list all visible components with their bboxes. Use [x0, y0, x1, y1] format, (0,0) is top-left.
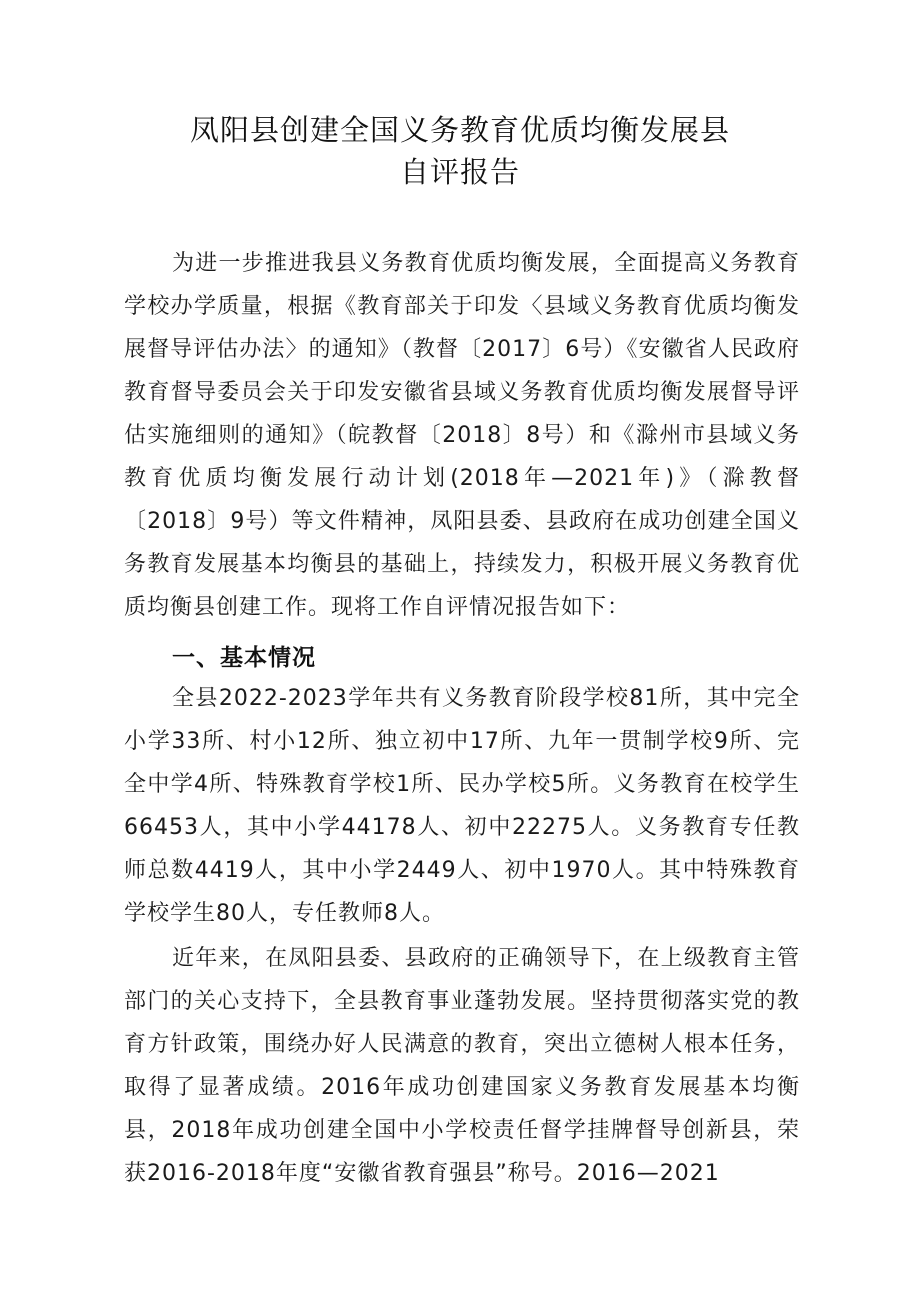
intro-paragraph: 为进一步推进我县义务教育优质均衡发展，全面提高义务教育学校办学质量，根据《教育部关于印发〈县域义务教育优质均衡发展督导评估办法〉的通知》（教督〔2017〕6号）《安徽省人民政府教育督导委员会关于印发安徽省县域义务教育优质均衡发展督导评估实施细则的通知》（皖教督〔2018〕8号）和《滁州市县域义务教育优质均衡发展行动计划(2018年—2021年)》（滁教督〔2018〕9号）等文件精神，凤阳县委、县政府在成功创建全国义务教育发展基本均衡县的基础上，持续发力，积极开展义务教育优质均衡县创建工作。现将工作自评情况报告如下： — [124, 251, 800, 620]
document-title-line1: 凤阳县创建全国义务教育优质均衡发展县 — [189, 113, 730, 147]
document-title-line2: 自评报告 — [399, 155, 520, 189]
section-heading-basic-info: 一、基本情况 — [172, 645, 316, 671]
achievements-paragraph: 近年来，在凤阳县委、县政府的正确领导下，在上级教育主管部门的关心支持下，全县教育事业蓬勃发展。坚持贯彻落实党的教育方针政策，围绕办好人民满意的教育，突出立德树人根本任务，取得了显著成绩。2016年成功创建国家义务教育发展基本均衡县，2018年成功创建全国中小学校责任督学挂牌督导创新县，荣获2016-2018年度“安徽省教育强县”称号。2016—2021 — [124, 946, 800, 1186]
basic-info-paragraph: 全县2022-2023学年共有义务教育阶段学校81所，其中完全小学33所、村小12所、独立初中17所、九年一贯制学校9所、完全中学4所、特殊教育学校1所、民办学校5所。义务教育在校学生66453人，其中小学44178人、初中22275人。义务教育专任教师总数4419人，其中小学2449人、初中1970人。其中特殊教育学校学生80人，专任教师8人。 — [124, 686, 800, 926]
